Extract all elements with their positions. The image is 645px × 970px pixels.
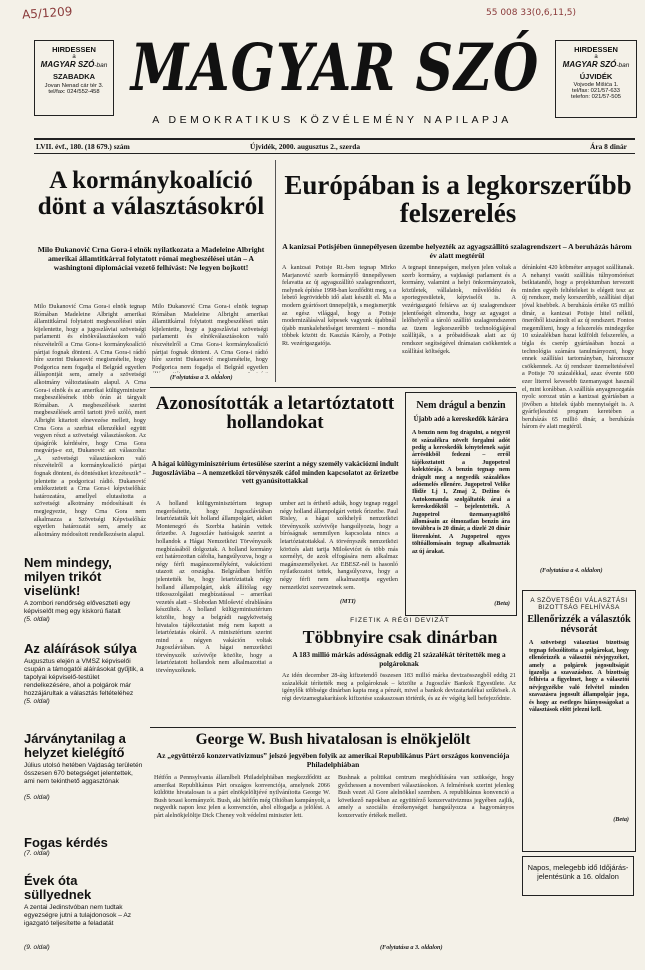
sidebar-item-title: Fogas kérdés (24, 835, 108, 850)
right-headline-col1: A kanizsai Potisje Rt.-ben tegnap Mirko Marjanović szerb kormányfő ünnepélyesen felavatta az új agyagszállító szalagrendszert, melynek építése 1998-ban kezdődött meg, s a lebető legrövidebb idő alatt készült el. Ma a modern gyártósort ünnepeljük, s megismerjük az egész világgal, hogy a Potisje modernizálásával képesek vagyunk újabbnál újabb munkalehetőséget teremteni – mondta többek között dr. Kasziás Károly, a Potisje Rt. vezérigazgatója. (282, 264, 396, 347)
sidebar-item-title: Járványtanilag a helyzet kielégítő (24, 731, 126, 760)
right-headline-col3: déránként 420 köbméter anyagot szállítanak. A nehanyi vasúti szállítás túlnyomórészt beiktatandó, hogy a projektumban tervezett minden egyéb feltételeket is elégett tesz az új rendszer, mely korszerűbb, szállítási díjai jóval kisebbek. A beruházás értéke 65 millió dinár, a kanizsai Potisje hitel nélkül, önerőből kiszámolt el az új rendszert. Fontos megemlíteni, hogy a felszerelés mindegyike 10 százalékban hazai külföldi felszerelés, a tégla és cserép gyártásában hozzá a technológia számára tanulmányozni, hogy ennek szállítási tartományban, háromszor csökkennek. Az új rendszer üzemeltetésével a Potisje 70 százalékkal, azaz évente 600 ezer literrel kevesebb üzemanyagot használ el, mint korábban. A szállítás anyagmozgatás nyolc sorozat után a kanizsai gyártásban a jövőben a hitelek újabb mennyiségét is. A gyárfejlesztési program keretében a beruházás 65 millió dinár, a beruházás három év alatt megtérül. (522, 264, 634, 431)
issue-number: LVII. évf., 180. (18 679.) szám (36, 142, 130, 151)
right-ad-box (555, 40, 637, 118)
sidebar-item-ref: (7. oldal) (24, 850, 50, 857)
left-headline-ref: (Folytatása a 3. oldalon) (170, 374, 233, 381)
left-headline-title: A kormánykoalíció dönt a választásokról (37, 167, 265, 220)
sidebar-item-ref: (5. oldal) (24, 794, 50, 801)
issue-date: Újvidék, 2000. augusztus 2., szerda (250, 142, 361, 151)
left-ad-box (34, 40, 114, 116)
sidebar-item-alairasok (24, 642, 144, 705)
right-headline-subtitle: A kanizsai Potisjében ünnepélyesen üzembe helyezték az agyagszállító szalagrendszert – A beruházás három év alatt megtérül (282, 242, 632, 260)
sidebar-item-body: Augusztus elején a VMSZ képviselői csupán a támogatói aláírásokat gyűjtik, a tapolyai képviselő-testület rendelkezésére, ahol a polgárok már hozzájárultak a választás feltételéhez (24, 658, 144, 697)
gas-box-title: Nem drágul a benzin (416, 400, 506, 411)
section-rule (150, 387, 516, 388)
center-article-title: Azonosították a letartóztatott hollandokat (155, 393, 395, 434)
sidebar-item-body: A zentai Jedinstvóban nem tudtak egyezségre jutni a tulajdonosok – Az igazgató teljesítette a feladatát (24, 904, 132, 927)
masthead-rule-top (34, 138, 635, 140)
bush-ref: (Folytatása a 3. oldalon) (380, 944, 443, 951)
column-divider (275, 160, 276, 382)
election-box-title: Ellenőrizzék a választók névsorát (527, 614, 631, 636)
right-ad-address: Vojvode Mišića 1. (573, 82, 619, 88)
masthead-subtitle: A DEMOKRATIKUS KÖZVÉLEMÉNY NAPILAPJA (152, 114, 512, 126)
bush-title: George W. Bush hivatalosan is elnökjelölt (195, 731, 471, 748)
fizetik-title: Többnyire csak dinárban (302, 627, 498, 647)
bush-col1: Hétfőn a Pennsylvania államlbeli Philadelphiában megkezdődött az amerikai Republikánus Párt országos konvenciója, amelynek 2066 küldötte hivatalosan is a párt elnökjelöltjévé nyilvánította George W. Bush texasi kormányzót. Bush, aki hétfőn még Ohióban kampányolt, a negyedik napon lesz jelen a konvención, ahol elfogadja a jelölést. A párt alelnökjelöltje Dick Cheney volt védelmi miniszter lett. (154, 774, 330, 819)
top-right-note: 55 008 33(0,6,11,5) (486, 8, 577, 18)
bush-col2: Bushnak a politikai centrum meghódítására van szüksége, hogy győzhessen a novemberi választásokon. A felmérések szerint jelenleg Bush vezet Al Gore alelnökkel szemben. A republikánus konvenció a következő napokban az együttérző konzervativizmus jegyében zajlik, amely a szociális érzékenységet hangsúlyozza a hagyományos konzervatív értékek mellett. (338, 774, 514, 819)
right-ad-phone: tel/fax: 021/57-633 (571, 88, 621, 94)
sidebar-item-body: Július utolsó hetében Vajdaság területén összesen 670 betegséget jelentettek, ami nem tekinthető aggasztónak (24, 762, 143, 785)
left-ad-brand: MAGYAR SZÓ (40, 60, 95, 69)
left-headline-subtitle: Milo Đukanović Crna Gora-i elnök nyilatkozata a Madeleine Albright amerikai államtitkárral folytatott római megbeszélései után – A washingtoni diplomáciai vezető felhívást: Ne legyen bojkott! (37, 245, 265, 272)
left-ad-phone: tel/fax: 024/552-458 (48, 89, 100, 95)
left-sidebar (24, 556, 144, 966)
right-ad-suffix: -ban (616, 62, 630, 69)
right-ad-line1: HIRDESSEN (574, 45, 618, 54)
issue-price: Ára 8 dinár (590, 142, 627, 151)
fizetik-kicker: FIZETIK A RÉGI DEVIZÁT (350, 617, 450, 624)
gas-box-body: A benzin nem fog drágulni, a négyről öt százalékra növelt forgalmi adót pedig a kereskedők kénytelenek saját árrésükből fedezni – erről tájékoztatott a Jugopetrol kolektórája. A benzin tegnap nem drágult meg a negyedik százalékos adóemelés ellenére. Jugopetrol Velike Ilidže Lj 1, Zmaj 2, Dežino és Autokomanda szolgáltatók árai a kereskedőktől – bejelentették. A Jugopetrol üzemanyagtöltő állomásain az ólmozatlan benzin ára továbbra is 20 dinár, a dízelé 20 dinár literenként. A Jugopetrol egyes töltőállomásain tegnap alkalmazták az új árakat. (412, 430, 510, 555)
election-box-body: A szövetségi választási bizottság tegnap felszólította a polgárokat, hogy ellenőrizzék a választói névjegyzéket, amely a polgárok jogosultságát igazolja a szavazáshoz. A bizottság felhívta a figyelmet, hogy a választói névjegyzékbe való felvétel minden szavazásra jogosult állampolgár joga, és hogy az esetleges hiányosságokat a választások előtt jelezni kell. (529, 640, 629, 714)
left-headline-col2: Milo Đukanović Crna Gora-i elnök tegnap Rómában Madeleine Albright amerikai államtitkárral folytatott megbeszélései után kijelentette, hogy a jugoszláviai szövetségi parlamenti és elnökválasztásokon való részvételről a Crna Gora-i kormánykoalíció pártjai fognak dönteni. A Crna Gora-i rádió híre szerint Đukanović megismételte, hogy Podgorica nem fogadja el Belgrád egyetlen (152, 303, 268, 371)
sidebar-item-ref: (9. oldal) (24, 944, 50, 951)
left-ad-line1: HIRDESSEN (52, 45, 96, 54)
fizetik-body: Az idén december 28-áig kifizetendő összesen 183 millió márka devizaösszegből eddig 21 százalékát térítették meg a polgároknak – közölte a Jugoszláv Bankok Egyesülete. Az igénylők többsége dinárban kapta meg a pénzét, mivel a bankok devizatartalékai szűkösek. A régi devizamegtakarítások kifizetése szakaszosan történik, és az év végéig kell befejeződnie. (282, 672, 516, 702)
center-article-col2: umber azt is érthető adták, hogy tegnap reggel négy holland állampolgárt vettek őrizetbe. Paul Risley, a hágai székhelyű nemzetközi törvényszék szóvivője hangsúlyozta, hogy a bíróságnak semmilyen kapcsolata nincs a letartóztatottakkal. A törvényszék nemzetközi körözés alatt tartja Miloševićet és több más személyt, de azok elfogására nem alkalmaz magánszemélyeket. Az EBESZ-nél is hasonló nyilatkozatot tettek, hangsúlyozva, hogy a négy férfi nem alkalmazottja egyetlen nemzetközi szervezetnek sem. (280, 500, 398, 591)
sidebar-item-fogas (24, 836, 108, 857)
gas-box-subtitle: Újabb adó a kereskedők kárára (413, 415, 509, 424)
weather-box: Napos, melegebb idő Időjárás-jelentésünk a 16. oldalon (522, 856, 634, 896)
sidebar-item-body: A zombori rendőrség előveszteti egy képviselőt meg egy kiskorú fiatalt (24, 600, 131, 615)
center-article-col1: A holland külügyminisztérium tegnap megerősítette, hogy Jugoszláviában letartóztatták két holland állampolgárt, akiket Montenegró és Szerbia határán vettek őrizetbe. A Jugoszláv hatóságok szerint a hollandok a Hágai Nemzetközi Törvényszék megbízásából dolgoztak. A holland kormány ezt határozottan cáfolta, hangsúlyozva, hogy a négy férfi magánszemélyként, vakációzni utazott az országba. Belgrádban hétfőn jelentették be, hogy letartóztattak négy holland állampolgárt, akik állítólag egy titkosszolgálati megbízatással – amerikai vezetés alatt – Slobodan Milošević elrablására készültek. A holland külügyminisztérium közölte, hogy a belgrádi nagykövetség hivatalos tájékoztatást még nem kapott a letartóztatás okáról. A minisztérium szerint mind a négyen vakáción voltak Jugoszláviában. A hágai nemzetközi törvényszék szóvivője közölte, hogy a letartóztatott hollandok nem alkalmazottai a törvényszéknek. (156, 500, 272, 675)
right-ad-office: ÚJVIDÉK (579, 72, 613, 81)
sidebar-item-ref: (5. oldal) (24, 698, 50, 705)
right-ad-phone2: telefon: 021/57-505 (571, 94, 621, 100)
election-box (522, 590, 636, 852)
right-headline-ref: (Folytatása a 4. oldalon) (540, 567, 603, 574)
sidebar-item-title: Évek óta süllyednek (24, 873, 92, 902)
left-ad-suffix: -ban (94, 62, 108, 69)
sidebar-item-trikot (24, 556, 144, 623)
left-headline-col1: Milo Đukanović Crna Gora-i elnök tegnap Rómában Madeleine Albright amerikai államtitkárral folytatott megbeszélései után kijelentette, hogy a jugoszláviai szövetségi parlamenti és elnökválasztásokon való részvételről a Crna Gora-i kormánykoalíció pártjai fognak dönteni. A Crna Gora-i rádió híre szerint Đukanović megismételte, hogy Podgorica nem fogadja el Belgrád egyetlen álláspontját sem, amely a szövetségi alkotmány változtatásain alapul. A Crna Gora-i elnök és az amerikai külügyminiszter megbeszélésének több órán át tárgyalt Rómában. A megbeszélések szerint megbeszélések arról tartott jövő szóló, mert Albright kitartott elnevezése mellett, hogy Crna Gora a szerbiai ellenzékkel együtt vegyen részt a szövetségi választásokon. Az újságírók kérdésére, hogy Crna Gora megvárja-e ezt, Đukanović azt válaszolta: „A szövetségi választásokon való részvételről a kormánykoalíció pártjai fognak dönteni, és döntésüket közzéteszik” – jelentette a podgoricai rádió. Đukanović emlékeztetett a Crna Gora-i képviselőház határozatára, amellyel elutasította a szövetségi alkotmány módosításait és megjegyezte, hogy Crna Gora nem alkalmazza a Szövetségi Képviselőház egyetlen határozatát sem, amely az alkotmány módosított rendelkezésein alapul. (34, 303, 146, 538)
right-headline-col2: A tegnapi ünnepségen, melyen jelen voltak a szerb kormány, a vajdasági parlament és a kormány, valamint a helyi önkormányzatok, közületek, vállalatok, művelődési és sportegyesületek, képviselői is. A vezérigazgató feltárva az új szalagrendszer jelentőségét elmondta, hogy az agyagot a lelőhelyről a tároló szállító szalagrendszeren az üzem legkorszerűbb technológiájával szállítják, s a próbaidőszak alatt az új rendszer segítségével drámaian csökkentek a szállítási költségek. (402, 264, 516, 355)
masthead-title: MAGYAR SZÓ (130, 30, 540, 107)
fizetik-subtitle: A 183 millió márkás adósságnak eddig 21 százalékát térítették meg a polgároknak (292, 650, 506, 668)
bush-rule (150, 727, 516, 728)
left-ad-line2: a (72, 54, 76, 60)
right-ad-brand: MAGYAR SZÓ (562, 60, 617, 69)
bush-subtitle: Az „együttérző konzervativizmus” jelszó jegyében folyik az amerikai Republikánus Párt országos konvenciója Philadelphiában (156, 751, 510, 769)
sidebar-item-title: Nem mindegy, milyen trikót viselünk! (24, 555, 112, 598)
sidebar-item-title: Az aláírások súlya (24, 641, 137, 656)
sidebar-item-evek (24, 874, 144, 951)
center-article-subtitle: A hágai külügyminisztérium értesülése szerint a négy személy vakációzni indult Jugoszláviába – A nemzetközi törvényszék cáfol minden kapcsolatot az őrizetbe vett gyanúsítottakkal (151, 459, 399, 486)
gas-box-ref: (Beta) (494, 600, 510, 608)
right-headline-title: Európában is a legkorszerűbb felszerelés (284, 170, 632, 228)
masthead-rule-bottom (34, 153, 635, 154)
right-ad-line2: a (594, 54, 598, 60)
left-ad-address: Jovan Nenad cár tér 3. (44, 83, 104, 89)
handwritten-stamp: A5/1209 (21, 4, 73, 22)
election-box-kicker: A SZÖVETSÉGI VÁLASZTÁSI BIZOTTSÁG FELHÍVÁSA (530, 597, 628, 611)
election-box-ref: (Beta) (613, 816, 629, 824)
sidebar-item-ref: (5. oldal) (24, 616, 50, 623)
center-article-ref: (MTI) (340, 598, 356, 605)
left-ad-office: SZABADKA (52, 72, 96, 81)
sidebar-item-jarvany (24, 732, 144, 801)
gas-box (405, 392, 517, 616)
